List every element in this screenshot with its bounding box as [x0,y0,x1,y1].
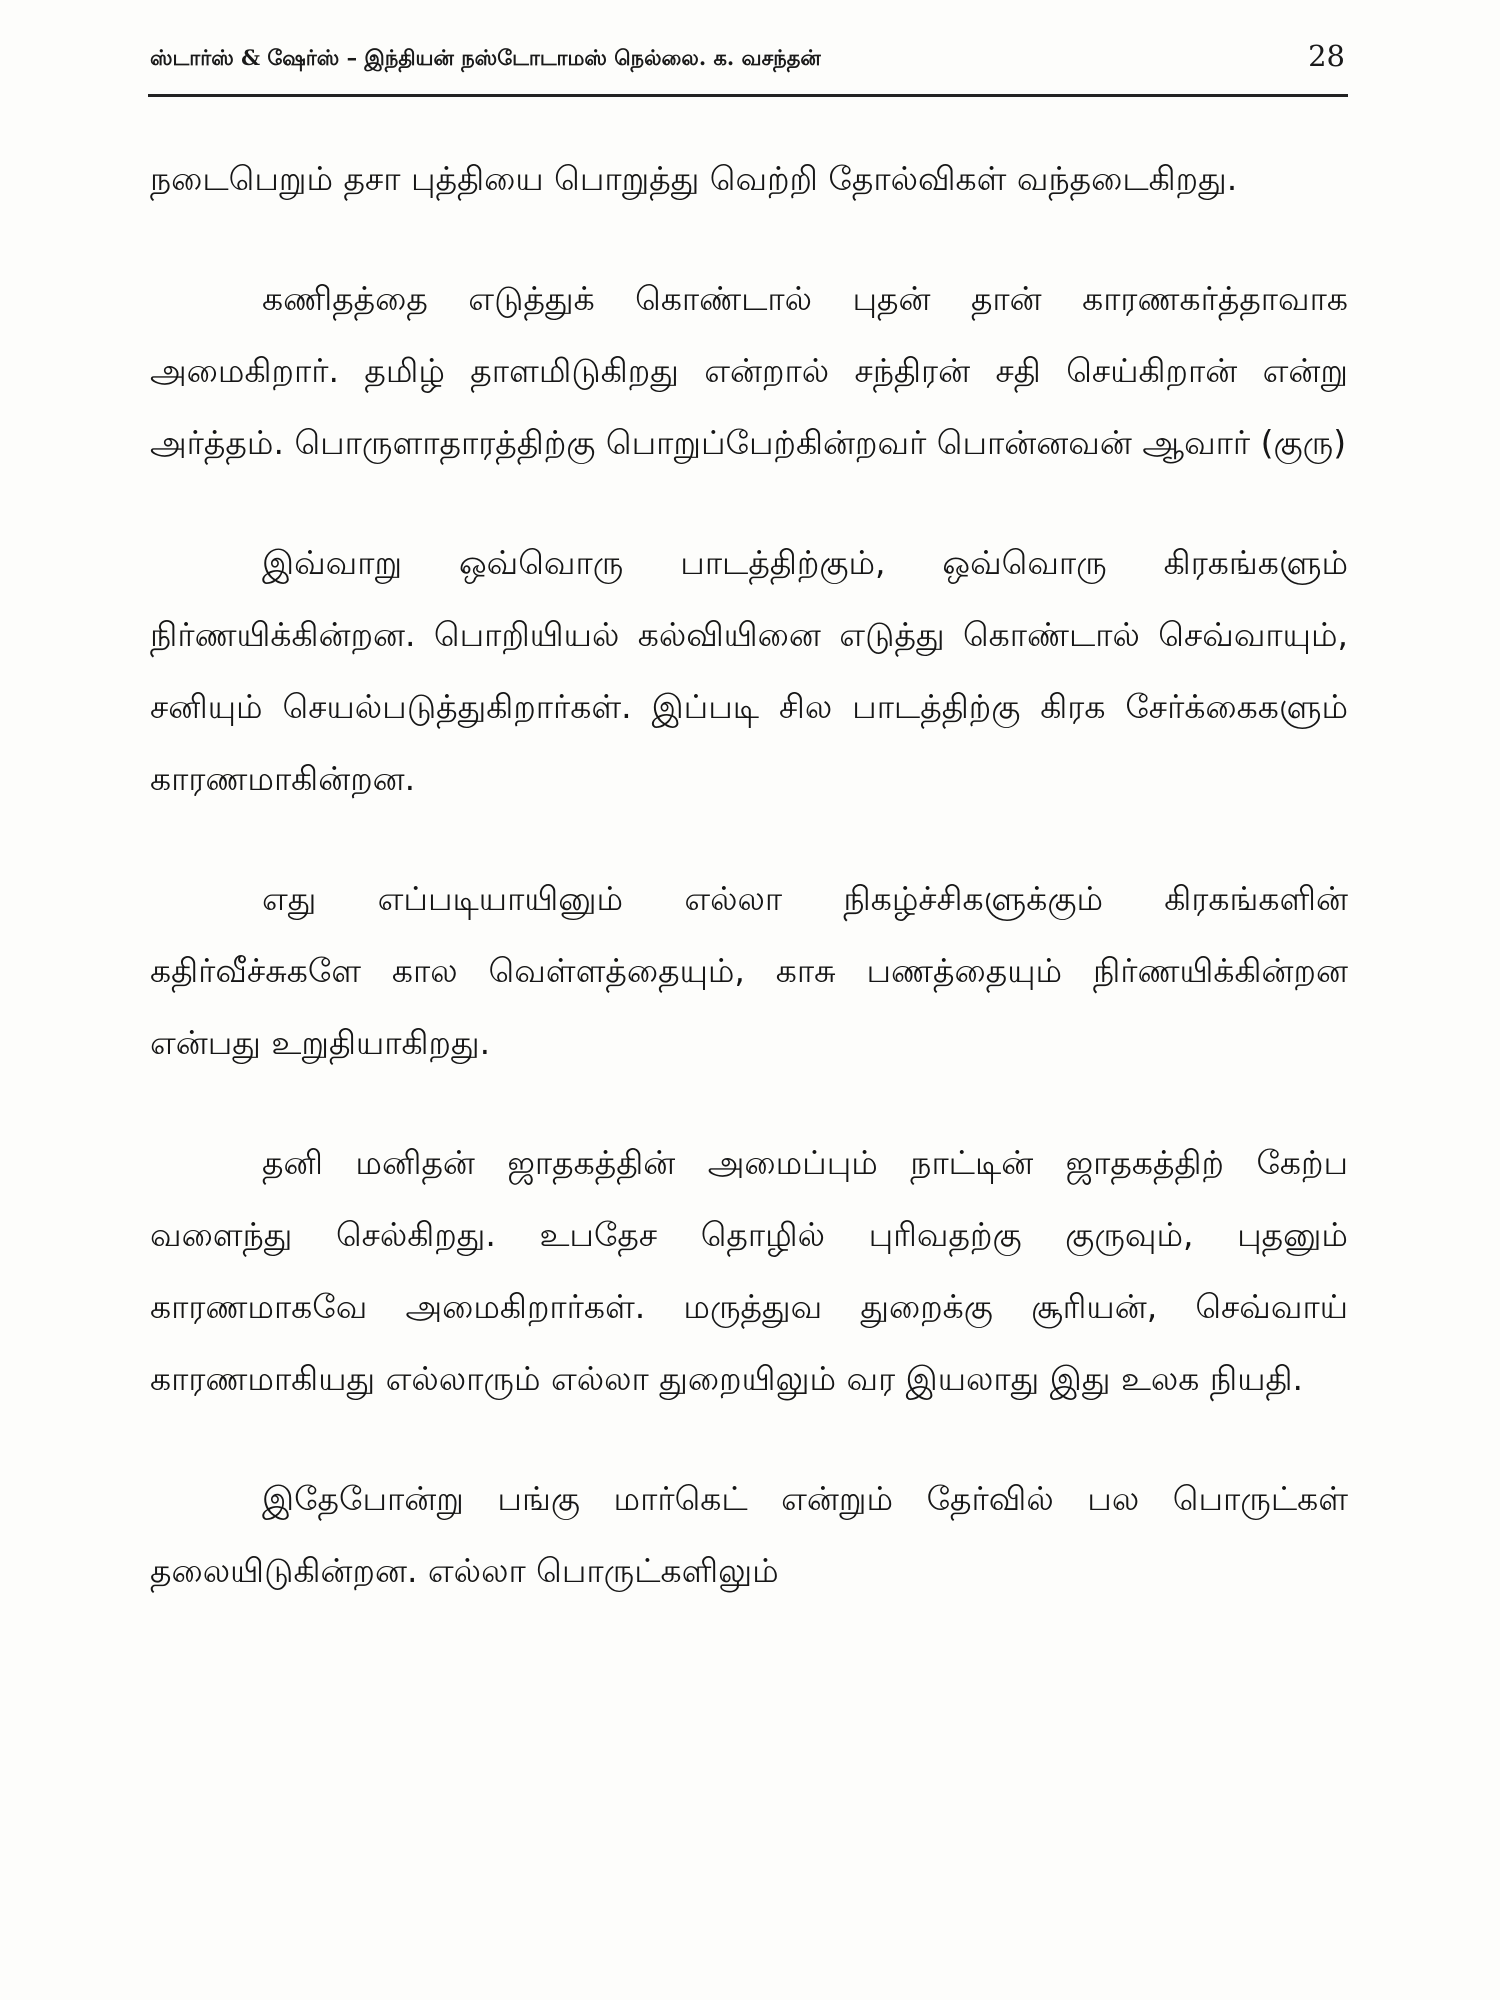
page-body [150,143,1348,1655]
paragraph-3: இவ்வாறு ஒவ்வொரு பாடத்திற்கும், ஒவ்வொரு கிரகங்களும் நிர்ணயிக்கின்றன. பொறியியல் கல்வியினை எடுத்து கொண்டால் செவ்வாயும், சனியும் செயல்படுத்துகிறார்கள். இப்படி சில பாடத்திற்கு கிரக சேர்க்கைகளும் காரணமாகின்றன. [150,543,1348,798]
header-rule [148,94,1348,97]
page-header [150,38,1345,94]
paragraph-1: நடைபெறும் தசா புத்தியை பொறுத்து வெற்றி தோல்விகள் வந்தடைகிறது. [150,159,1238,198]
paragraph-6: இதேபோன்று பங்கு மார்கெட் என்றும் தேர்வில் பல பொருட்கள் தலையிடுகின்றன. எல்லா பொருட்களிலும் [150,1479,1348,1590]
page-number: 28 [1308,39,1345,73]
paragraph-2: கணிதத்தை எடுத்துக் கொண்டால் புதன் தான் காரணகர்த்தாவாக அமைகிறார். தமிழ் தாளமிடுகிறது என்றால் சந்திரன் சதி செய்கிறான் என்று அர்த்தம். பொருளாதாரத்திற்கு பொறுப்பேற்கின்றவர் பொன்னவன் ஆவார் (குரு) [150,279,1348,462]
running-head: ஸ்டார்ஸ் & ஷேர்ஸ் – இந்தியன் நஸ்டோடாமஸ் நெல்லை. க. வசந்தன் [150,45,821,70]
paragraph-5: தனி மனிதன் ஜாதகத்தின் அமைப்பும் நாட்டின் ஜாதகத்திற் கேற்ப வளைந்து செல்கிறது. உபதேச தொழில் புரிவதற்கு குருவும், புதனும் காரணமாகவே அமைகிறார்கள். மருத்துவ துறைக்கு சூரியன், செவ்வாய் காரணமாகியது எல்லாரும் எல்லா துறையிலும் வர இயலாது இது உலக நியதி. [150,1143,1348,1398]
paragraph-4: எது எப்படியாயினும் எல்லா நிகழ்ச்சிகளுக்கும் கிரகங்களின் கதிர்வீச்சுகளே கால வெள்ளத்தையும், காசு பணத்தையும் நிர்ணயிக்கின்றன என்பது உறுதியாகிறது. [150,879,1348,1062]
